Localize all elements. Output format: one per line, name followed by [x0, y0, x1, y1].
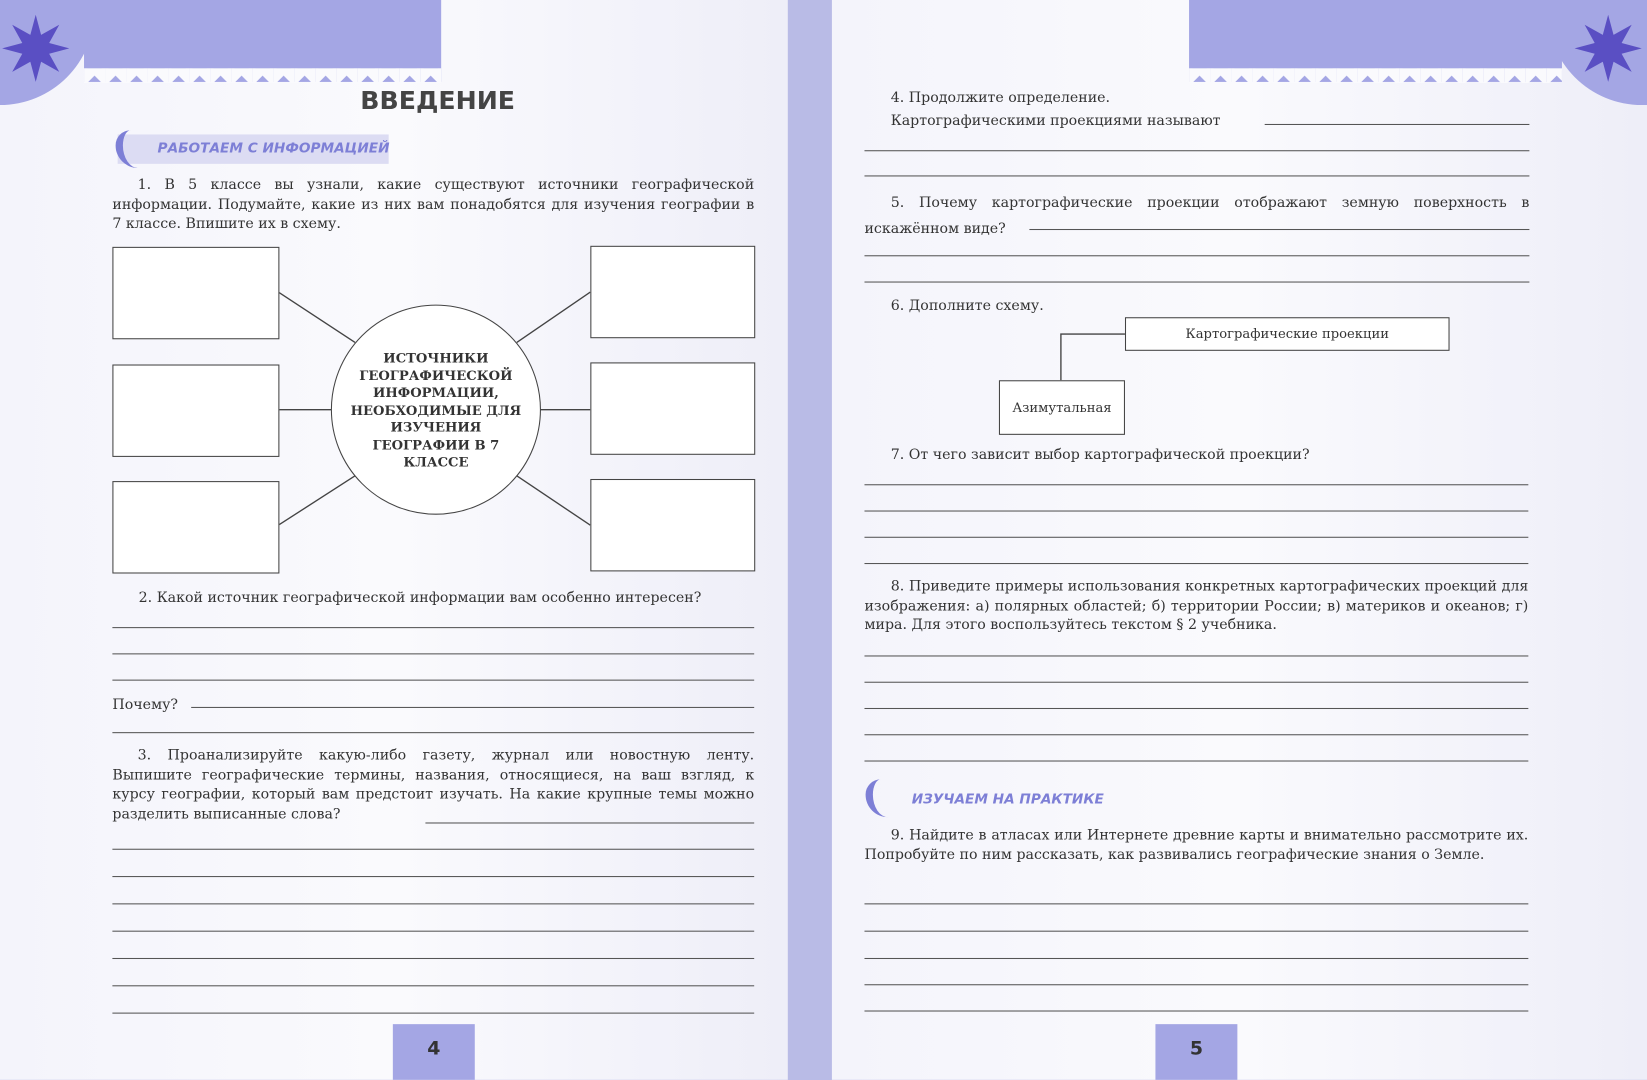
answer-line[interactable] [864, 903, 1528, 904]
answer-line[interactable] [112, 653, 754, 654]
answer-line[interactable] [112, 931, 754, 932]
question-6: 6. Дополните схему. [890, 297, 1044, 315]
section-heading: ИЗУЧАЕМ НА ПРАКТИКЕ [911, 792, 1104, 808]
answer-line[interactable] [112, 876, 754, 877]
scheme-answer-box[interactable] [112, 364, 279, 456]
answer-line[interactable] [864, 734, 1528, 735]
answer-line[interactable] [864, 984, 1528, 985]
answer-line[interactable] [864, 760, 1528, 761]
answer-line[interactable] [112, 732, 754, 733]
scheme-center-label: ИСТОЧНИКИ ГЕОГРАФИЧЕСКОЙ ИНФОРМАЦИИ, НЕОБХОДИМЫЕ ДЛЯ ИЗУЧЕНИЯ ГЕОГРАФИИ В 7 КЛАССЕ [350, 349, 522, 470]
answer-line[interactable] [112, 1013, 754, 1014]
scheme-connector [832, 0, 1647, 420]
answer-line[interactable] [425, 822, 754, 823]
scheme-answer-box[interactable] [590, 479, 755, 571]
scheme-answer-box[interactable] [590, 362, 755, 454]
answer-line[interactable] [112, 849, 754, 850]
question-5: 5. Почему картографические проекции отображают земную поверхность в искажённом виде? [864, 194, 1530, 238]
scheme-answer-box[interactable] [112, 247, 279, 339]
question-4-definition: Картографическими проекциями называют [890, 112, 1221, 130]
answer-line[interactable] [864, 682, 1528, 683]
answer-line[interactable] [112, 985, 754, 986]
answer-line[interactable] [864, 958, 1528, 959]
left-page [0, 0, 788, 1080]
answer-line[interactable] [864, 1010, 1528, 1011]
answer-line[interactable] [112, 680, 754, 681]
answer-line[interactable] [864, 510, 1528, 511]
answer-line[interactable] [864, 708, 1528, 709]
answer-line[interactable] [864, 563, 1528, 564]
answer-line[interactable] [864, 484, 1528, 485]
question-8: 8. Приведите примеры использования конкретных картографических проекций для изображения: а) полярных областей; б) территории России; в) материков и океанов; г) мира. Для этого воспользуйтесь текстом § 2 учебника. [864, 577, 1529, 634]
answer-line[interactable] [191, 707, 754, 708]
question-4: 4. Продолжите определение. [890, 89, 1111, 107]
question-9: 9. Найдите в атласах или Интернете древние карты и внимательно рассмотрите их. Попробуйте по ним рассказать, как развивались географические знания о Земле. [864, 826, 1529, 863]
scheme-child-box: Азимутальная [999, 380, 1125, 435]
answer-line[interactable] [864, 655, 1528, 656]
question-2: 2. Какой источник географической информации вам особенно интересен? [138, 589, 702, 607]
why-label: Почему? [112, 696, 179, 714]
question-1: 1. В 5 классе вы узнали, какие существуют источники географической информации. Подумайте, какие из них вам понадобятся для изучения географии в 7 классе. Впишите их в схему. [112, 176, 755, 233]
scheme-answer-box[interactable] [112, 481, 279, 573]
page-number: 4 [393, 1024, 475, 1080]
right-page [832, 0, 1647, 1080]
scheme-answer-box[interactable] [590, 246, 755, 338]
section-heading: РАБОТАЕМ С ИНФОРМАЦИЕЙ [157, 140, 390, 157]
section-bracket [866, 779, 901, 817]
answer-line[interactable] [112, 958, 754, 959]
scheme-top-box: Картографические проекции [1125, 317, 1450, 351]
question-7: 7. От чего зависит выбор картографической проекции? [890, 446, 1310, 464]
page-title: ВВЕДЕНИЕ [360, 86, 516, 116]
answer-line[interactable] [864, 931, 1528, 932]
answer-line[interactable] [112, 903, 754, 904]
answer-line[interactable] [112, 627, 754, 628]
answer-line[interactable] [864, 537, 1528, 538]
question-3: 3. Проанализируйте какую-либо газету, журнал или новостную ленту. Выпишите географические термины, названия, относящиеся, на ваш взгляд, к курсу географии, который вам предстоит изучать. На какие крупные темы можно разделить выписанные слова? [112, 746, 755, 822]
page-number: 5 [1155, 1024, 1237, 1080]
